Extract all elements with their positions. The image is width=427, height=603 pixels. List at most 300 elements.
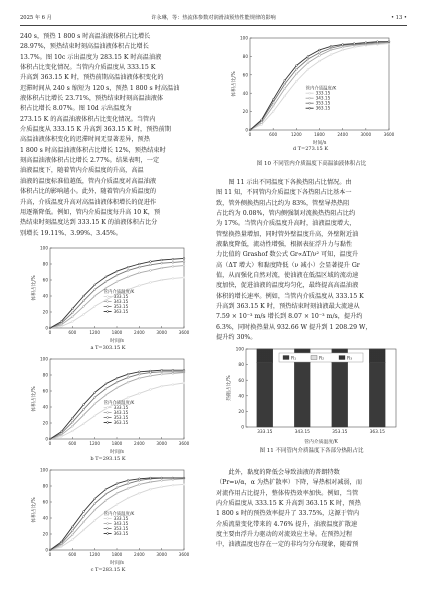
data-point xyxy=(138,263,140,265)
x-tick-label: 1200 xyxy=(290,132,302,137)
data-point xyxy=(105,299,107,301)
x-tick-label: 1800 xyxy=(111,552,123,557)
y-tick-label: 20 xyxy=(42,531,48,537)
legend-marker xyxy=(107,518,109,520)
data-point xyxy=(261,122,263,124)
text-line: 迟滞时间从 240 s 缩短为 120 s，预热 1 800 s 时高温油 xyxy=(20,84,180,92)
y-tick-label: 20 xyxy=(42,420,48,426)
data-point xyxy=(150,488,152,490)
x-tick-label: 343.15 xyxy=(294,430,310,435)
text-line: 占比约为 0.08%，管内侧强制对流换热热阻占比约 xyxy=(216,210,356,218)
data-point xyxy=(150,389,152,391)
data-point xyxy=(330,49,332,51)
data-point xyxy=(105,383,107,385)
x-tick-label: 3000 xyxy=(156,552,168,557)
right-column-paragraph-2 xyxy=(216,468,407,551)
x-axis-label: 时间/s xyxy=(110,339,124,344)
data-point xyxy=(183,477,185,479)
figure10-panel-d xyxy=(228,34,393,146)
figure11-caption: 图 11 不同管内介质温度下各部分热阻占比 xyxy=(259,448,364,454)
data-point xyxy=(105,287,107,289)
data-point xyxy=(127,480,129,482)
x-tick-label: 3000 xyxy=(156,330,168,335)
data-point xyxy=(138,371,140,373)
x-tick-label: 0 xyxy=(248,132,252,137)
y-tick-label: 0 xyxy=(45,436,48,442)
data-point xyxy=(284,88,286,90)
x-tick-label: 3600 xyxy=(383,132,395,137)
y-tick-label: 60 xyxy=(238,378,244,384)
x-tick-label: 3000 xyxy=(360,132,372,137)
data-point xyxy=(49,438,51,440)
data-point xyxy=(161,477,163,479)
y-tick-label: 40 xyxy=(42,515,48,521)
data-point xyxy=(71,534,73,536)
legend-item: 353.15 xyxy=(113,303,129,309)
text-line: 油液的温度标准值越低，管内介质温度对高温油液 xyxy=(20,177,157,185)
data-point xyxy=(183,484,185,486)
data-point xyxy=(172,258,174,260)
data-point xyxy=(272,105,274,107)
x-tick-label: 600 xyxy=(68,552,77,557)
stacked-bar-segment xyxy=(369,349,385,362)
text-line: 管壁换热量增加，同时管外壁温度升高，外壁附近油 xyxy=(216,230,359,238)
data-point xyxy=(127,373,129,375)
y-tick-label: 80 xyxy=(42,372,48,378)
plot-frame xyxy=(50,470,184,550)
x-tick-label: 2400 xyxy=(133,330,145,335)
data-point xyxy=(71,316,73,318)
data-point xyxy=(83,409,85,411)
text-line: 升高到 363.15 K 时，预热结束时刻油液最大流速从 xyxy=(216,303,360,311)
data-point xyxy=(83,314,85,316)
data-point xyxy=(105,276,107,278)
text-line: 中，油液温度也存在一定的非均匀分布现象，随着预 xyxy=(216,541,359,549)
figure10-panel-b-label: b T=293.15 K xyxy=(90,456,126,462)
data-point xyxy=(94,397,96,399)
y-tick-label: 20 xyxy=(238,410,244,415)
x-tick-label: 1800 xyxy=(111,330,123,335)
x-tick-label: 2400 xyxy=(133,441,145,446)
data-point xyxy=(295,80,297,82)
data-point xyxy=(83,516,85,518)
text-line: 液体积占比增长 23.71%，预热结束时刻高温油液体 xyxy=(20,95,164,103)
data-point xyxy=(272,102,274,104)
legend-marker xyxy=(107,306,109,308)
text-line: 体积占比的影响越小。此外，随着管内介质温度的 xyxy=(20,188,157,196)
text-line: 13.7%。图 10c 示出温度为 283.15 K 时高温油液 xyxy=(20,53,162,61)
y-tick-label: 80 xyxy=(42,483,48,489)
legend-marker xyxy=(309,102,311,104)
data-point xyxy=(83,295,85,297)
header-date: 2025 年 6 月 xyxy=(20,15,52,21)
text-line: 热结束时刻温度达到 333.15 K 的油液体积占比分 xyxy=(20,219,158,227)
legend-item: 343.15 xyxy=(113,409,129,415)
left-column-text xyxy=(20,32,211,239)
data-point xyxy=(116,487,118,489)
figure10-panel-c xyxy=(28,466,188,566)
legend-marker xyxy=(107,422,109,424)
data-point xyxy=(342,49,344,51)
legend-item: 363.15 xyxy=(113,530,129,536)
y-tick-label: 100 xyxy=(240,35,248,41)
data-point xyxy=(172,266,174,268)
data-point xyxy=(105,500,107,502)
x-tick-label: 0 xyxy=(48,441,52,446)
figure11-chart xyxy=(222,345,402,445)
data-point xyxy=(94,284,96,286)
data-point xyxy=(105,488,107,490)
legend-item: 353.15 xyxy=(113,414,129,420)
legend-marker xyxy=(107,417,109,419)
text-line: 为 17%。当管内介质温度升高时，油液温度增大， xyxy=(216,220,356,228)
data-point xyxy=(150,261,152,263)
data-point xyxy=(127,381,129,383)
legend-item: R₃ xyxy=(347,356,353,362)
data-point xyxy=(161,259,163,261)
y-tick-label: 40 xyxy=(42,293,48,299)
data-point xyxy=(49,327,51,329)
legend-marker xyxy=(107,301,109,303)
data-point xyxy=(161,373,163,375)
legend-item: 343.15 xyxy=(113,520,129,526)
y-tick-label: 100 xyxy=(40,467,48,473)
data-point xyxy=(261,119,263,121)
data-point xyxy=(49,549,51,551)
text-line: 别增长 19.11%、3.99%、3.45%。 xyxy=(20,229,122,237)
text-line: 240 s，预热 1 800 s 时高温油液体积占比增长 xyxy=(20,33,151,40)
data-point xyxy=(94,403,96,405)
data-point xyxy=(319,60,321,62)
header-page-number: • 13 • xyxy=(390,15,407,21)
x-axis-label: 管内介质温度/K xyxy=(304,440,338,445)
data-point xyxy=(161,267,163,269)
y-tick-label: 60 xyxy=(42,388,48,394)
data-point xyxy=(105,394,107,396)
data-point xyxy=(127,276,129,278)
data-point xyxy=(342,46,344,48)
y-tick-label: 60 xyxy=(42,499,48,505)
text-line: 图 11 知，不同管内介质温度下各热阻占比基本一 xyxy=(216,189,352,197)
text-line: 度加快，促进油液的温度均匀化，最终提高高温油液 xyxy=(216,282,359,290)
legend-marker xyxy=(309,97,311,99)
data-point xyxy=(138,285,140,287)
data-point xyxy=(183,369,185,371)
text-line: 1 800 s 时的预热效率提升了 33.75%，这源于管内 xyxy=(216,510,360,518)
data-point xyxy=(377,41,379,43)
y-tick-label: 80 xyxy=(238,363,244,369)
y-tick-label: 100 xyxy=(235,347,244,353)
data-point xyxy=(127,377,129,379)
text-line: 内介质温度从 333.15 K 升高到 363.15 K 时，预热 xyxy=(216,500,361,508)
text-line: 积占比增长 8.07%。图 10d 示出温度为 xyxy=(20,105,132,113)
data-point xyxy=(127,266,129,268)
legend-item: R₁ xyxy=(291,356,297,362)
legend-title: 管内介质温度/K xyxy=(103,400,135,406)
data-point xyxy=(307,62,309,64)
data-point xyxy=(105,281,107,283)
y-tick-label: 0 xyxy=(245,127,248,133)
y-axis-label: 体积占比/% xyxy=(32,386,37,412)
data-point xyxy=(295,65,297,67)
data-point xyxy=(94,503,96,505)
stacked-bar-segment xyxy=(332,362,348,427)
data-point xyxy=(71,539,73,541)
legend-title: 管内介质温度/K xyxy=(305,86,337,92)
text-line: 致，管外侧换热阻占比约为 83%，管壁导热热阻 xyxy=(216,199,350,207)
legend-marker xyxy=(107,311,109,313)
legend-title: 管内介质温度/K xyxy=(103,289,135,295)
data-point xyxy=(71,308,73,310)
data-point xyxy=(161,369,163,371)
legend-item: 363.15 xyxy=(113,419,129,425)
data-point xyxy=(330,47,332,49)
figure10-panel-a-label: a T=303.15 K xyxy=(90,345,126,351)
data-point xyxy=(161,279,163,281)
text-line: 7.59 × 10⁻³ m/s 增长到 8.07 × 10⁻³ m/s，提升约 xyxy=(216,313,363,321)
data-point xyxy=(127,270,129,272)
data-point xyxy=(261,124,263,126)
y-axis-label: 体积占比/% xyxy=(232,71,237,97)
data-point xyxy=(83,306,85,308)
stacked-bar-segment xyxy=(294,362,310,427)
legend-marker xyxy=(107,412,109,414)
data-point xyxy=(307,58,309,60)
data-point xyxy=(150,264,152,266)
x-tick-label: 600 xyxy=(269,132,278,137)
data-point xyxy=(272,111,274,113)
data-point xyxy=(71,321,73,323)
legend-item: 363.15 xyxy=(315,105,331,111)
data-point xyxy=(60,431,62,433)
data-point xyxy=(83,511,85,513)
data-point xyxy=(71,417,73,419)
y-tick-label: 60 xyxy=(42,277,48,283)
data-point xyxy=(138,373,140,375)
y-tick-label: 40 xyxy=(42,404,48,410)
text-line: 用逐渐降低。例如，管内介质温度每升高 10 K，预 xyxy=(20,208,161,216)
legend-item: R₂ xyxy=(319,356,325,362)
y-tick-label: 100 xyxy=(40,356,48,362)
legend-marker xyxy=(309,92,311,94)
data-point xyxy=(272,99,274,101)
figure10-caption: 图 10 不同管内介质温度下高温油液体积占比 xyxy=(256,161,367,167)
x-axis-label: 时间/s xyxy=(110,561,124,566)
text-line: 提升约 30%。 xyxy=(216,334,257,342)
data-point xyxy=(105,388,107,390)
text-line: 对流作用占比提升，整体传热效率加快。例如，当管 xyxy=(216,489,359,497)
data-point xyxy=(71,425,73,427)
legend-item: 343.15 xyxy=(113,298,129,304)
text-line: 高温油液体积变化的迟滞时间无显著差异，预热 xyxy=(20,136,150,144)
header-title: 许永琳，等：热流体参数对润滑油预热性能规律的影响 xyxy=(151,15,276,21)
legend-marker xyxy=(107,533,109,535)
data-point xyxy=(342,44,344,46)
data-point xyxy=(172,384,174,386)
data-point xyxy=(150,481,152,483)
legend-item: 333.15 xyxy=(315,90,331,96)
data-point xyxy=(116,377,118,379)
x-tick-label: 3600 xyxy=(178,552,190,557)
legend-marker xyxy=(107,407,109,409)
y-tick-label: 80 xyxy=(242,54,248,59)
legend-swatch xyxy=(283,356,289,360)
legend-item: 333.15 xyxy=(113,293,129,299)
y-tick-label: 40 xyxy=(238,394,244,400)
data-point xyxy=(353,43,355,45)
text-line: 油液温度下，随着管内介质温度的升高，高温 xyxy=(20,167,144,175)
data-point xyxy=(83,529,85,531)
x-tick-label: 1200 xyxy=(89,330,101,335)
data-point xyxy=(150,477,152,479)
y-axis-label: 体积占比/% xyxy=(32,275,37,301)
text-line: 1 800 s 时高温油液体积占比增长 12%，预热结束时 xyxy=(20,146,166,154)
text-line: 液黏度降低，流动性增强，根据表征浮升力与黏性 xyxy=(216,241,353,249)
data-point xyxy=(172,278,174,280)
data-point xyxy=(60,321,62,323)
data-point xyxy=(183,261,185,263)
data-point xyxy=(71,312,73,314)
legend-swatch xyxy=(339,356,345,360)
data-point xyxy=(284,83,286,85)
data-point xyxy=(307,56,309,58)
y-tick-label: 40 xyxy=(242,90,248,96)
x-tick-label: 1200 xyxy=(89,441,101,446)
data-point xyxy=(172,477,174,479)
data-point xyxy=(319,52,321,54)
data-point xyxy=(71,526,73,528)
y-tick-label: 80 xyxy=(42,261,48,267)
y-axis-label: 体积占比/% xyxy=(32,497,37,523)
data-point xyxy=(284,79,286,81)
data-point xyxy=(161,385,163,387)
y-tick-label: 100 xyxy=(40,245,48,251)
legend-item: 343.15 xyxy=(315,95,331,101)
stacked-bar-segment xyxy=(369,362,385,427)
data-point xyxy=(71,430,73,432)
x-axis-label: 时间/s xyxy=(110,450,124,455)
data-point xyxy=(172,369,174,371)
data-point xyxy=(183,258,185,260)
x-tick-label: 1200 xyxy=(89,552,101,557)
legend-item: 333.15 xyxy=(113,515,129,521)
x-tick-label: 3000 xyxy=(156,441,168,446)
data-point xyxy=(127,497,129,499)
x-tick-label: 3600 xyxy=(178,330,190,335)
stacked-bar-segment xyxy=(257,362,273,427)
data-point xyxy=(116,387,118,389)
legend-item: 333.15 xyxy=(113,404,129,410)
y-tick-label: 20 xyxy=(242,109,248,115)
text-line: 28.97%，预热结束时刻高温油液体积占比增长 xyxy=(20,43,149,51)
plot-frame xyxy=(50,359,184,439)
text-line: 升高，介质温度升高对高温油液体积增长的促进作 xyxy=(20,198,157,206)
text-line: 度主要由浮升力驱动的对流效应主导。在预热过程 xyxy=(216,531,353,539)
page-header xyxy=(20,13,407,23)
text-line: 此外，黏度的降低会导致油液的普朗特数 xyxy=(228,469,340,476)
data-point xyxy=(83,521,85,523)
data-point xyxy=(116,381,118,383)
y-axis-label: 热阻占比/% xyxy=(227,375,232,401)
text-line: 介质温度从 333.15 K 升高到 363.15 K 时，预热前期 xyxy=(20,126,171,134)
legend-item: 353.15 xyxy=(315,100,331,106)
data-point xyxy=(94,509,96,511)
figure10-panel-d-label: d T=273.15 K xyxy=(292,146,329,152)
data-point xyxy=(138,492,140,494)
data-point xyxy=(183,265,185,267)
x-tick-label: 353.15 xyxy=(332,430,348,435)
data-point xyxy=(116,504,118,506)
data-point xyxy=(183,277,185,279)
x-tick-label: 2400 xyxy=(337,132,349,137)
data-point xyxy=(94,415,96,417)
x-tick-label: 2400 xyxy=(133,552,145,557)
data-point xyxy=(94,295,96,297)
y-tick-label: 20 xyxy=(42,309,48,315)
data-point xyxy=(116,492,118,494)
data-point xyxy=(116,483,118,485)
text-line: 刻高温油液体积占比增长 2.77%。结果表明，一定 xyxy=(20,157,160,165)
figure10-panel-c-label: c T=283.15 K xyxy=(90,567,126,573)
data-point xyxy=(172,484,174,486)
data-point xyxy=(138,272,140,274)
data-point xyxy=(150,370,152,372)
text-line: 6.3%，同时换热量从 932.66 W 提升到 1 208.29 W， xyxy=(216,323,372,331)
data-point xyxy=(172,262,174,264)
data-point xyxy=(307,68,309,70)
x-tick-label: 333.15 xyxy=(257,430,273,435)
data-point xyxy=(295,68,297,70)
y-tick-label: 0 xyxy=(45,325,48,331)
data-point xyxy=(127,397,129,399)
legend-marker xyxy=(107,523,109,525)
data-point xyxy=(94,392,96,394)
data-point xyxy=(161,480,163,482)
data-point xyxy=(94,306,96,308)
x-tick-label: 1800 xyxy=(314,132,325,137)
x-tick-label: 363.15 xyxy=(369,430,385,435)
right-column-paragraph-1 xyxy=(216,178,407,344)
legend-swatch xyxy=(311,356,317,360)
legend-title: 管内介质温度/K xyxy=(103,511,135,517)
data-point xyxy=(388,41,390,43)
legend-marker xyxy=(107,296,109,298)
data-point xyxy=(83,300,85,302)
stacked-bar-segment xyxy=(257,349,273,362)
data-point xyxy=(71,421,73,423)
data-point xyxy=(83,404,85,406)
data-point xyxy=(138,393,140,395)
text-line: 图 11 示出不同温度下各换热阻占比情况。由 xyxy=(228,179,352,186)
legend-marker xyxy=(107,528,109,530)
data-point xyxy=(138,266,140,268)
data-point xyxy=(105,493,107,495)
data-point xyxy=(127,488,129,490)
data-point xyxy=(161,262,163,264)
text-line: 力比值的 Grashof 数公式 Gr∝ΔT/ν² 可知，温度升 xyxy=(216,251,359,259)
data-point xyxy=(60,541,62,543)
x-tick-label: 0 xyxy=(48,552,52,557)
data-point xyxy=(94,520,96,522)
data-point xyxy=(94,289,96,291)
data-point xyxy=(127,483,129,485)
legend-item: 363.15 xyxy=(113,308,129,314)
x-tick-label: 600 xyxy=(68,441,77,446)
x-tick-label: 0 xyxy=(48,330,52,335)
data-point xyxy=(83,423,85,425)
data-point xyxy=(161,486,163,488)
data-point xyxy=(150,282,152,284)
